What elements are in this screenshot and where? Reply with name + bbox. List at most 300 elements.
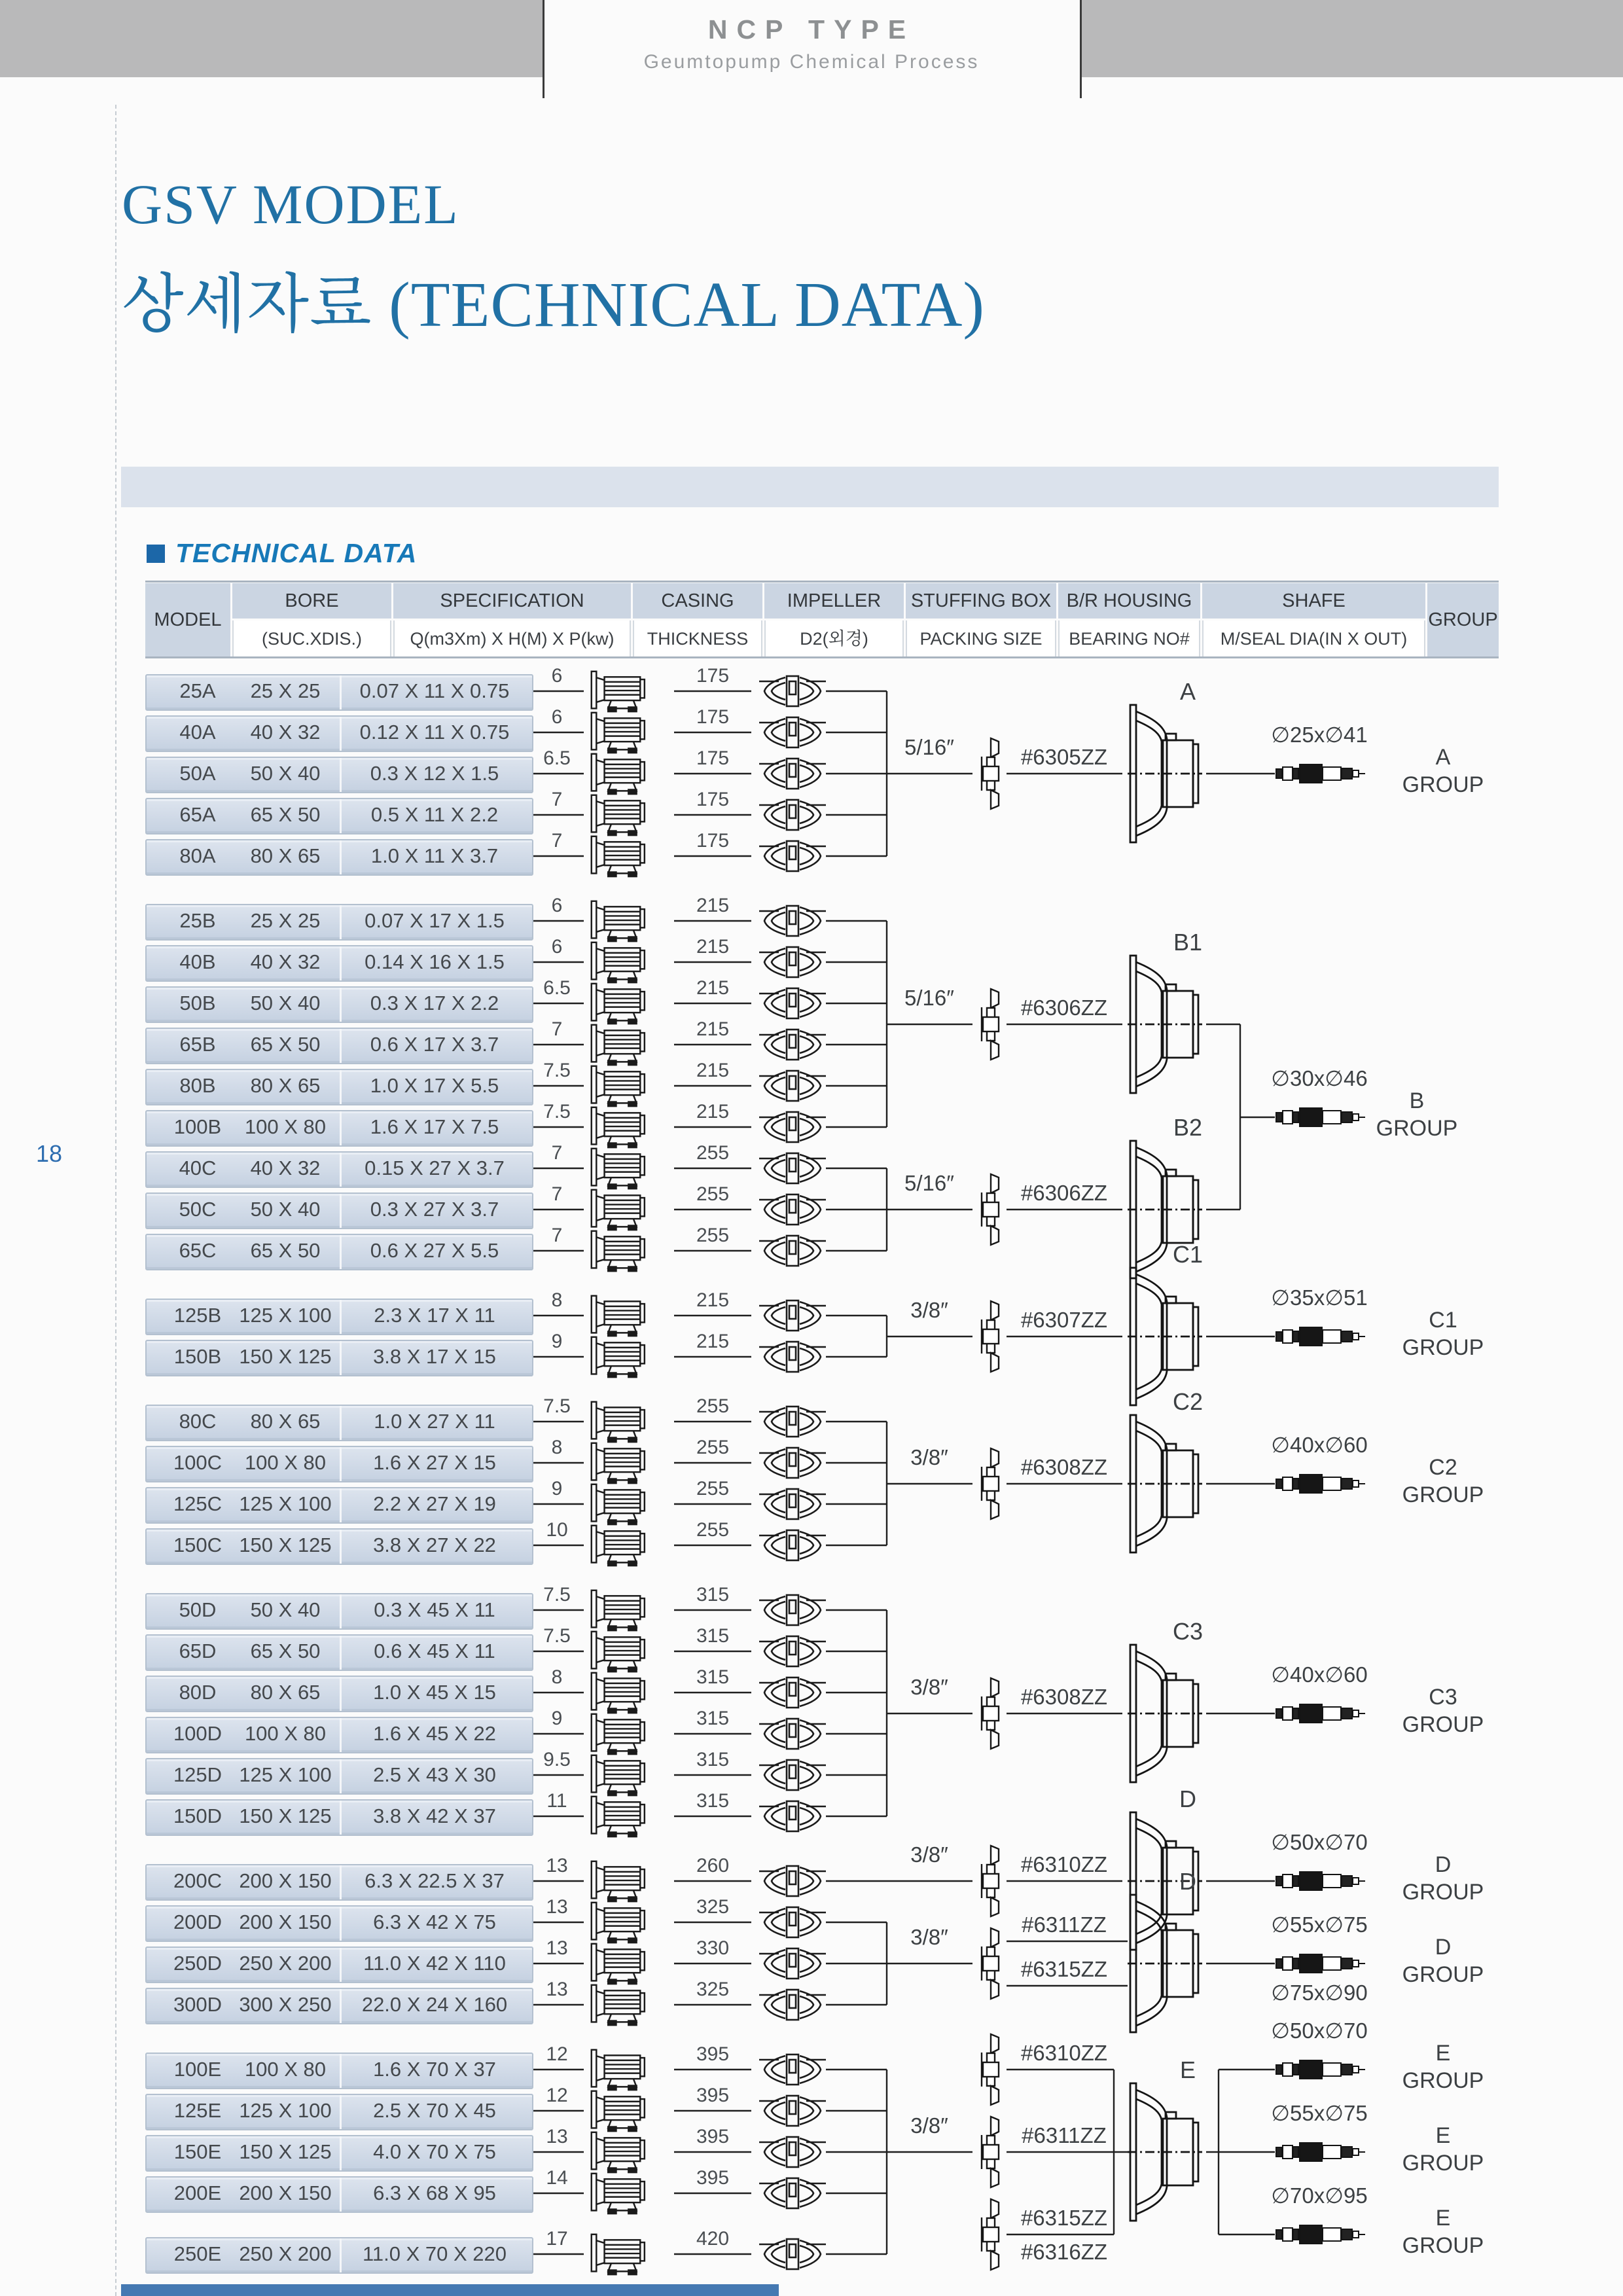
bore-value: 150 X 125	[239, 1344, 332, 1368]
group-word: GROUP	[1402, 2233, 1484, 2259]
shaft-seal-icon	[1276, 1704, 1365, 1723]
model-value: 25B	[179, 908, 216, 932]
casing-thickness-value: 6	[551, 706, 563, 728]
column-subheader-casing: THICKNESS	[647, 628, 749, 649]
bearing-housing-icon	[1128, 1268, 1202, 1405]
group-word: GROUP	[1402, 2151, 1484, 2176]
impeller-icon	[759, 1112, 826, 1142]
brand-title: NCP TYPE	[707, 14, 916, 45]
impeller-diameter-value: 395	[696, 2126, 730, 2148]
impeller-diameter-value: 325	[696, 1896, 730, 1918]
column-subheader-shafe: M/SEAL DIA(IN X OUT)	[1220, 628, 1408, 649]
group-letter: E	[1435, 2041, 1451, 2066]
model-value: 125E	[173, 2098, 222, 2122]
pump-section-icon	[592, 1797, 645, 1837]
impeller-diameter-value: 395	[696, 2085, 730, 2107]
pump-section-icon	[592, 1066, 645, 1106]
packing-gland-icon	[982, 1846, 999, 1916]
bore-value: 50 X 40	[250, 1197, 321, 1221]
group-word: GROUP	[1402, 1335, 1484, 1361]
bore-value: 100 X 80	[244, 2057, 327, 2081]
impeller-icon	[759, 1030, 826, 1060]
model-value: 100C	[173, 1450, 223, 1474]
column-header-brhousing: B/R HOUSING	[1066, 590, 1192, 611]
group-letter: E	[1435, 2123, 1451, 2149]
packing-size-value: 5/16″	[904, 734, 954, 759]
impeller-diameter-value: 315	[696, 1749, 730, 1771]
seal-dia-value: ∅75x∅90	[1271, 1980, 1368, 2005]
shaft-seal-icon	[1276, 764, 1365, 783]
casing-thickness-value: 17	[546, 2228, 568, 2250]
bearing-number-value: #6307ZZ	[1020, 1307, 1108, 1332]
housing-label: A	[1179, 678, 1196, 706]
group-letter: C1	[1429, 1308, 1457, 1333]
spec-value: 6.3 X 68 X 95	[373, 2181, 496, 2204]
model-value: 125B	[173, 1303, 222, 1327]
model-value: 100D	[173, 1721, 223, 1745]
spec-value: 0.5 X 11 X 2.2	[370, 802, 499, 826]
spec-value: 6.3 X 22.5 X 37	[365, 1869, 505, 1892]
seal-dia-value: ∅25x∅41	[1271, 722, 1368, 747]
impeller-diameter-value: 175	[696, 706, 730, 728]
model-value: 200D	[173, 1910, 223, 1933]
model-value: 65C	[179, 1238, 217, 1262]
model-value: 150E	[173, 2140, 222, 2163]
model-value: 80C	[179, 1409, 217, 1433]
bore-value: 65 X 50	[250, 1032, 321, 1056]
bore-value: 150 X 125	[239, 1533, 332, 1556]
casing-thickness-value: 9	[551, 1331, 563, 1353]
spec-value: 2.3 X 17 X 11	[374, 1303, 495, 1327]
packing-size-value: 3/8″	[910, 2113, 948, 2138]
model-value: 150D	[173, 1804, 223, 1827]
shaft-seal-icon	[1276, 1872, 1365, 1890]
spec-value: 1.0 X 45 X 15	[373, 1680, 496, 1704]
pump-section-icon	[592, 754, 645, 794]
bore-value: 200 X 150	[239, 1910, 332, 1933]
pump-section-icon	[592, 1673, 645, 1713]
impeller-icon	[759, 1153, 826, 1183]
seal-dia-value: ∅50x∅70	[1271, 2018, 1368, 2043]
column-subheader-stuffing: PACKING SIZE	[919, 628, 1043, 649]
spec-value: 1.6 X 27 X 15	[373, 1450, 496, 1474]
casing-thickness-value: 8	[551, 1437, 563, 1459]
pump-section-icon	[592, 1632, 645, 1672]
impeller-icon	[759, 1595, 826, 1625]
impeller-diameter-value: 255	[696, 1519, 730, 1541]
column-subheader-impeller: D2(외경)	[800, 628, 868, 649]
impeller-diameter-value: 255	[696, 1183, 730, 1206]
column-header-model: MODEL	[154, 609, 222, 630]
impeller-diameter-value: 315	[696, 1666, 730, 1689]
impeller-diameter-value: 395	[696, 2167, 730, 2189]
impeller-icon	[759, 800, 826, 830]
casing-thickness-value: 6.5	[543, 977, 571, 999]
impeller-icon	[759, 1489, 826, 1519]
spec-value: 0.14 X 16 X 1.5	[365, 950, 505, 973]
impeller-icon	[759, 2054, 826, 2085]
model-value: 250E	[173, 2242, 222, 2265]
bearing-number-value: #6306ZZ	[1020, 995, 1108, 1020]
bore-value: 250 X 200	[239, 2242, 332, 2265]
model-value: 50C	[179, 1197, 217, 1221]
packing-gland-icon	[982, 1678, 999, 1749]
packing-gland-icon	[982, 989, 999, 1060]
section-heading: TECHNICAL DATA	[175, 538, 418, 568]
impeller-diameter-value: 255	[696, 1225, 730, 1247]
shaft-seal-icon	[1276, 2143, 1365, 2161]
pump-section-icon	[592, 984, 645, 1024]
pump-section-icon	[592, 1337, 645, 1377]
spec-value: 4.0 X 70 X 75	[373, 2140, 496, 2163]
column-header-casing: CASING	[661, 590, 734, 611]
model-value: 150B	[173, 1344, 222, 1368]
pump-section-icon	[592, 1296, 645, 1336]
bearing-housing-icon	[1128, 1645, 1202, 1782]
column-subheader-brhousing: BEARING NO#	[1069, 628, 1190, 649]
casing-thickness-value: 7.5	[543, 1395, 571, 1418]
spec-value: 1.0 X 27 X 11	[374, 1409, 495, 1433]
bearing-housing-icon	[1128, 705, 1202, 842]
housing-label: D	[1179, 1868, 1196, 1895]
pump-section-icon	[592, 1149, 645, 1189]
group-word: GROUP	[1402, 1880, 1484, 1905]
impeller-icon	[759, 1071, 826, 1101]
seal-dia-value: ∅55x∅75	[1271, 1912, 1368, 1937]
pump-section-icon	[592, 1861, 645, 1901]
impeller-icon	[759, 1801, 826, 1831]
spec-value: 22.0 X 24 X 160	[361, 1992, 508, 2016]
bearing-number-value: #6315ZZ	[1020, 1956, 1108, 1981]
bearing-number-value: #6305ZZ	[1020, 744, 1108, 769]
casing-thickness-value: 6	[551, 665, 563, 687]
group-letter: D	[1435, 1935, 1452, 1960]
bore-value: 100 X 80	[244, 1115, 327, 1138]
model-value: 80D	[179, 1680, 217, 1704]
impeller-diameter-value: 420	[696, 2228, 730, 2250]
spec-value: 0.12 X 11 X 0.75	[359, 720, 510, 744]
packing-gland-icon	[982, 1174, 999, 1245]
impeller-icon	[759, 947, 826, 977]
spec-value: 2.5 X 70 X 45	[373, 2098, 496, 2122]
packing-gland-icon	[982, 2034, 999, 2105]
pump-section-icon	[592, 1590, 645, 1630]
pump-section-icon	[592, 2234, 645, 2274]
impeller-icon	[759, 2137, 826, 2167]
housing-label: B2	[1173, 1114, 1203, 1141]
group-letter: D	[1435, 1852, 1452, 1878]
group-letter: C2	[1429, 1455, 1457, 1480]
spec-value: 1.0 X 17 X 5.5	[370, 1073, 499, 1097]
pump-section-icon	[592, 1714, 645, 1754]
model-value: 50D	[179, 1598, 217, 1621]
column-header-shafe: SHAFE	[1282, 590, 1346, 611]
bore-value: 65 X 50	[250, 802, 321, 826]
model-value: 80A	[179, 844, 216, 867]
spec-value: 3.8 X 17 X 15	[373, 1344, 496, 1368]
bore-value: 125 X 100	[239, 1492, 332, 1515]
table-header-bottom-rule	[145, 656, 1499, 658]
bore-value: 40 X 32	[250, 720, 321, 744]
impeller-icon	[759, 676, 826, 706]
impeller-icon	[759, 1760, 826, 1790]
impeller-diameter-value: 215	[696, 895, 730, 917]
impeller-diameter-value: 325	[696, 1979, 730, 2001]
packing-size-value: 3/8″	[910, 1842, 948, 1867]
impeller-diameter-value: 395	[696, 2043, 730, 2066]
bore-value: 125 X 100	[239, 1763, 332, 1786]
packing-gland-icon	[982, 2117, 999, 2187]
bore-value: 50 X 40	[250, 991, 321, 1014]
housing-label: C1	[1172, 1241, 1204, 1268]
casing-thickness-value: 7	[551, 1225, 563, 1247]
pump-section-icon	[592, 1755, 645, 1795]
column-header-group: GROUP	[1428, 609, 1498, 630]
casing-thickness-value: 7.5	[543, 1060, 571, 1082]
spec-value: 0.3 X 45 X 11	[374, 1598, 495, 1621]
model-value: 250D	[173, 1951, 223, 1975]
impeller-diameter-value: 215	[696, 1018, 730, 1041]
packing-size-value: 5/16″	[904, 985, 954, 1010]
bore-value: 125 X 100	[239, 2098, 332, 2122]
bore-value: 65 X 50	[250, 1238, 321, 1262]
pump-section-icon	[592, 1903, 645, 1943]
bore-value: 25 X 25	[250, 908, 321, 932]
impeller-icon	[759, 1866, 826, 1896]
spec-value: 0.3 X 12 X 1.5	[370, 761, 499, 785]
impeller-icon	[759, 841, 826, 871]
bore-value: 80 X 65	[250, 1409, 321, 1433]
casing-thickness-value: 7	[551, 1142, 563, 1164]
seal-dia-value: ∅30x∅46	[1271, 1066, 1368, 1090]
packing-gland-icon	[982, 1928, 999, 1999]
bearing-number-value: #6308ZZ	[1020, 1454, 1108, 1479]
bearing-number-value: #6306ZZ	[1020, 1180, 1108, 1205]
group-word: GROUP	[1402, 2068, 1484, 2094]
bore-value: 200 X 150	[239, 2181, 332, 2204]
casing-thickness-value: 8	[551, 1666, 563, 1689]
spec-value: 3.8 X 27 X 22	[373, 1533, 496, 1556]
impeller-diameter-value: 175	[696, 789, 730, 811]
bore-value: 100 X 80	[244, 1721, 327, 1745]
impeller-diameter-value: 330	[696, 1937, 730, 1960]
bore-value: 50 X 40	[250, 761, 321, 785]
impeller-diameter-value: 315	[696, 1584, 730, 1606]
casing-thickness-value: 8	[551, 1289, 563, 1312]
model-value: 65A	[179, 802, 216, 826]
impeller-diameter-value: 260	[696, 1855, 730, 1877]
column-header-stuffing: STUFFING BOX	[910, 590, 1052, 611]
pump-section-icon	[592, 836, 645, 876]
pump-section-icon	[592, 1985, 645, 2025]
pump-section-icon	[592, 1484, 645, 1524]
spec-value: 11.0 X 70 X 220	[362, 2242, 507, 2265]
bearing-housing-icon	[1128, 1895, 1202, 2032]
impeller-icon	[759, 1948, 826, 1979]
casing-thickness-value: 7	[551, 789, 563, 811]
pump-section-icon	[592, 1526, 645, 1566]
model-value: 50A	[179, 761, 216, 785]
casing-thickness-value: 6	[551, 895, 563, 917]
casing-thickness-value: 11	[546, 1790, 567, 1812]
casing-thickness-value: 7	[551, 1018, 563, 1041]
impeller-icon	[759, 988, 826, 1018]
spec-value: 11.0 X 42 X 110	[363, 1951, 506, 1975]
impeller-icon	[759, 1677, 826, 1708]
model-value: 100E	[173, 2057, 222, 2081]
bore-value: 100 X 80	[244, 1450, 327, 1474]
model-value: 300D	[173, 1992, 223, 2016]
housing-label: E	[1179, 2056, 1196, 2084]
pump-section-icon	[592, 795, 645, 835]
bearing-housing-icon	[1128, 2083, 1202, 2221]
spec-value: 1.6 X 45 X 22	[373, 1721, 496, 1745]
shaft-seal-icon	[1276, 1327, 1365, 1346]
bore-value: 150 X 125	[239, 1804, 332, 1827]
casing-thickness-value: 7.5	[543, 1625, 571, 1647]
casing-thickness-value: 13	[546, 1979, 568, 2001]
group-word: GROUP	[1376, 1116, 1458, 1141]
impeller-diameter-value: 255	[696, 1395, 730, 1418]
bore-value: 50 X 40	[250, 1598, 321, 1621]
group-letter: E	[1435, 2206, 1451, 2231]
pump-section-icon	[592, 942, 645, 982]
pump-section-icon	[592, 1402, 645, 1442]
pump-section-icon	[592, 2132, 645, 2172]
spec-value: 0.15 X 27 X 3.7	[365, 1156, 505, 1179]
packing-gland-icon	[982, 2199, 999, 2270]
bearing-housing-icon	[1128, 956, 1202, 1093]
impeller-icon	[759, 1407, 826, 1437]
impeller-icon	[759, 1236, 826, 1266]
housing-label: C3	[1172, 1618, 1204, 1645]
impeller-icon	[759, 1907, 826, 1937]
impeller-diameter-value: 215	[696, 1331, 730, 1353]
seal-dia-value: ∅70x∅95	[1271, 2183, 1368, 2208]
packing-gland-icon	[982, 738, 999, 809]
model-value: 25A	[179, 679, 216, 702]
bore-value: 125 X 100	[239, 1303, 332, 1327]
pump-section-icon	[592, 2174, 645, 2214]
spec-value: 1.6 X 17 X 7.5	[370, 1115, 499, 1138]
model-value: 200E	[173, 2181, 222, 2204]
impeller-icon	[759, 1636, 826, 1666]
table-header-top-rule	[145, 581, 1499, 583]
spec-value: 0.3 X 17 X 2.2	[370, 991, 499, 1014]
bearing-number-value: #6315ZZ	[1020, 2205, 1108, 2230]
casing-thickness-value: 7.5	[543, 1101, 571, 1123]
group-letter: B	[1409, 1088, 1425, 1114]
spec-value: 0.6 X 17 X 3.7	[370, 1032, 499, 1056]
impeller-diameter-value: 175	[696, 665, 730, 687]
model-value: 40B	[179, 950, 216, 973]
spec-value: 0.3 X 27 X 3.7	[370, 1197, 499, 1221]
page-number: 18	[35, 1140, 63, 1167]
bore-value: 40 X 32	[250, 1156, 321, 1179]
bore-value: 65 X 50	[250, 1639, 321, 1662]
column-subheader-spec: Q(m3Xm) X H(M) X P(kw)	[410, 628, 615, 649]
column-header-spec: SPECIFICATION	[440, 590, 584, 611]
impeller-diameter-value: 315	[696, 1790, 730, 1812]
column-header-bore: BORE	[285, 590, 339, 611]
casing-thickness-value: 13	[546, 1937, 568, 1960]
pump-section-icon	[592, 1944, 645, 1984]
spec-value: 2.5 X 43 X 30	[373, 1763, 496, 1786]
impeller-icon	[759, 1194, 826, 1225]
impeller-diameter-value: 175	[696, 747, 730, 770]
bore-value: 40 X 32	[250, 950, 321, 973]
housing-label: B1	[1173, 929, 1203, 956]
bore-value: 25 X 25	[250, 679, 321, 702]
spec-value: 0.07 X 11 X 0.75	[359, 679, 510, 702]
shaft-seal-icon	[1276, 1475, 1365, 1493]
shaft-seal-icon	[1276, 2225, 1365, 2244]
casing-thickness-value: 7	[551, 1183, 563, 1206]
impeller-icon	[759, 1990, 826, 2020]
bearing-number-value: #6308ZZ	[1020, 1684, 1108, 1709]
spec-value: 6.3 X 42 X 75	[373, 1910, 496, 1933]
packing-size-value: 5/16″	[904, 1170, 954, 1195]
spec-value: 3.8 X 42 X 37	[373, 1804, 496, 1827]
impeller-icon	[759, 906, 826, 936]
shaft-seal-icon	[1276, 2060, 1365, 2079]
impeller-icon	[759, 1530, 826, 1560]
casing-thickness-value: 6.5	[543, 747, 571, 770]
impeller-icon	[759, 2096, 826, 2126]
bearing-number-value: #6310ZZ	[1020, 1852, 1108, 1876]
shaft-seal-icon	[1276, 1954, 1365, 1973]
impeller-icon	[759, 1448, 826, 1478]
page-title: GSV MODEL	[122, 173, 459, 236]
impeller-diameter-value: 255	[696, 1478, 730, 1500]
model-value: 40C	[179, 1156, 217, 1179]
model-value: 150C	[173, 1533, 223, 1556]
impeller-icon	[759, 717, 826, 747]
impeller-icon	[759, 759, 826, 789]
impeller-icon	[759, 2239, 826, 2269]
pump-section-icon	[592, 713, 645, 753]
group-letter: C3	[1429, 1685, 1457, 1710]
bore-value: 150 X 125	[239, 2140, 332, 2163]
group-word: GROUP	[1402, 1482, 1484, 1508]
impeller-diameter-value: 175	[696, 830, 730, 852]
casing-thickness-value: 9	[551, 1478, 563, 1500]
impeller-diameter-value: 215	[696, 1060, 730, 1082]
pump-section-icon	[592, 2050, 645, 2090]
pump-section-icon	[592, 1231, 645, 1271]
pump-section-icon	[592, 901, 645, 941]
model-value: 40A	[179, 720, 216, 744]
spec-value: 0.07 X 17 X 1.5	[365, 908, 505, 932]
bearing-number-value: #6311ZZ	[1022, 2123, 1107, 2147]
spec-value: 0.6 X 45 X 11	[374, 1639, 495, 1662]
model-value: 80B	[179, 1073, 216, 1097]
impeller-icon	[759, 2178, 826, 2208]
bore-value: 200 X 150	[239, 1869, 332, 1892]
seal-dia-value: ∅40x∅60	[1271, 1662, 1368, 1687]
bearing-number-value: #6310ZZ	[1020, 2040, 1108, 2065]
spec-value: 1.0 X 11 X 3.7	[370, 844, 499, 867]
bearing-number-value: #6316ZZ	[1020, 2239, 1108, 2264]
casing-thickness-value: 13	[546, 1855, 568, 1877]
model-value: 125C	[173, 1492, 223, 1515]
impeller-icon	[759, 1719, 826, 1749]
bore-value: 80 X 65	[250, 844, 321, 867]
casing-thickness-value: 13	[546, 2126, 568, 2148]
model-value: 65D	[179, 1639, 217, 1662]
model-value: 65B	[179, 1032, 216, 1056]
column-header-impeller: IMPELLER	[787, 590, 882, 611]
